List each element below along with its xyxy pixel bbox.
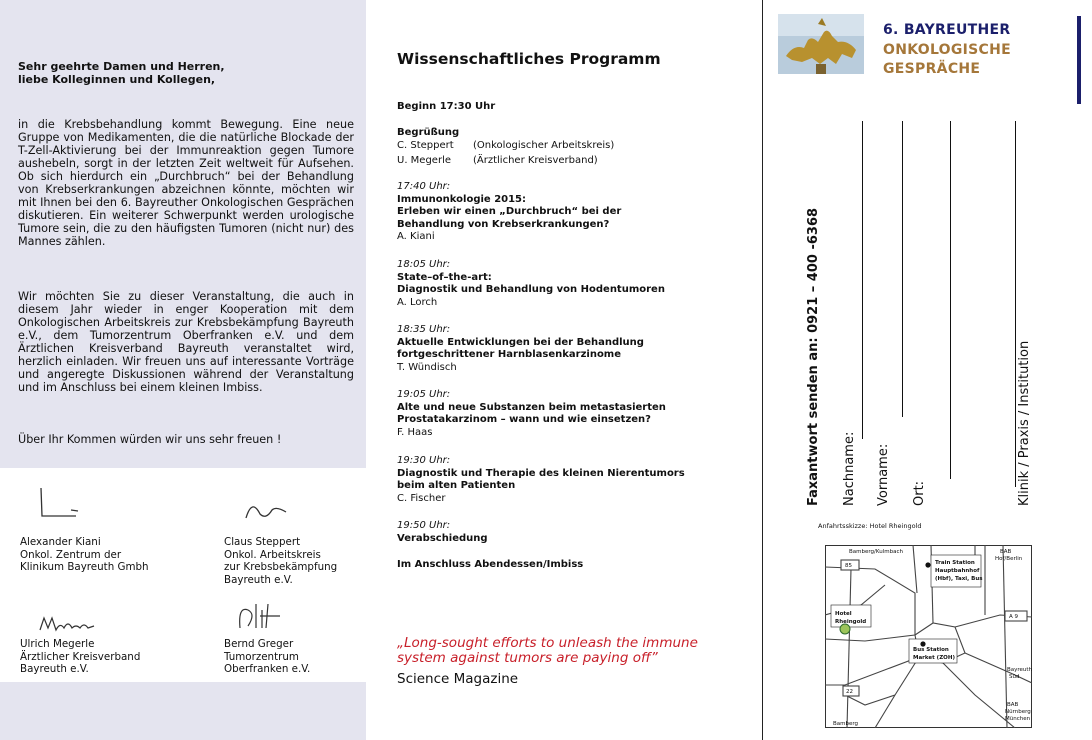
event-title-line-1: 6. BAYREUTHER: [883, 22, 1011, 38]
map-label-bus-station: Bus Station: [913, 647, 949, 653]
quote-source: Science Magazine: [397, 671, 519, 687]
signer-affiliation: Onkol. Zentrum der: [20, 548, 122, 561]
signer-affiliation: Ärztlicher Kreisverband: [20, 650, 141, 663]
program-topic: State–of–the-art:: [397, 271, 492, 283]
program-welcome: Begrüßung: [397, 127, 460, 138]
map-label-nuernberg: Nürnberg: [1005, 709, 1031, 715]
program-topic: Aktuelle Entwicklungen bei der Behandlung: [397, 336, 644, 348]
signature-megerle: [36, 612, 98, 636]
map-label-market: Market (ZOH): [913, 655, 955, 661]
event-title-line-3: GESPRÄCHE: [883, 61, 981, 77]
signature-kiani: [36, 486, 86, 526]
map-label-bab-south: BAB: [1007, 702, 1019, 708]
program-speaker: C. Fischer: [397, 492, 446, 504]
map-label-taxi-bus: (Hbf), Taxi, Bus: [935, 576, 983, 582]
place-field[interactable]: [950, 121, 951, 479]
signer-name: Alexander Kiani: [20, 536, 101, 548]
map-label-bamberg-kulmbach: Bamberg/Kulmbach: [849, 549, 903, 555]
place-label: Ort:: [912, 480, 927, 506]
signer-name: Claus Steppert: [224, 536, 301, 548]
signer-name: Bernd Greger: [224, 638, 294, 650]
map-label-hof-berlin: Hof/Berlin: [995, 556, 1023, 562]
program-topic: Verabschiedung: [397, 532, 488, 544]
welcome-speaker-2: [397, 155, 598, 168]
quadriga-logo-image: [778, 14, 864, 74]
program-time: 18:05 Uhr:: [397, 259, 451, 270]
signer-affiliation: Bayreuth e.V.: [224, 573, 293, 586]
program-item: [397, 520, 488, 545]
program-topic: Erleben wir einen „Durchbruch“ bei der: [397, 206, 622, 218]
program-item: [397, 455, 685, 505]
map-caption: Anfahrtsskizze: Hotel Rheingold: [818, 522, 922, 530]
signer-affiliation: Onkol. Arbeitskreis: [224, 548, 321, 561]
left-panel-footer-background: [0, 682, 366, 740]
signer-affiliation: Klinikum Bayreuth Gmbh: [20, 561, 149, 573]
quote-line: „Long-sought efforts to unleash the immune: [397, 635, 698, 651]
program-topic: Diagnostik und Behandlung von Hodentumoren: [397, 284, 665, 296]
map-road-85: 85: [845, 563, 852, 569]
map-label-bayreuth: Bayreuth: [1007, 667, 1032, 673]
map-road-a9: A 9: [1009, 614, 1019, 620]
program-closing: Im Anschluss Abendessen/Imbiss: [397, 559, 584, 570]
program-speaker: A. Kiani: [397, 231, 435, 243]
signature-block-megerle: [20, 638, 140, 676]
signature-block-steppert: [224, 536, 337, 586]
program-topic: Immunonkologie 2015:: [397, 193, 527, 205]
program-time: 19:30 Uhr:: [397, 455, 451, 466]
program-topic: Alte und neue Substanzen beim metastasierten: [397, 401, 666, 413]
accent-bar: [1077, 16, 1081, 104]
event-title-line-2: ONKOLOGISCHE: [883, 42, 1012, 58]
map-label-bab-north: BAB: [1000, 549, 1012, 555]
letter-paragraph-3: Über Ihr Kommen würden wir uns sehr freuen !: [18, 433, 282, 446]
program-speaker: F. Haas: [397, 426, 433, 438]
map-label-hotel: Hotel: [835, 611, 852, 617]
signature-block-greger: [224, 638, 310, 676]
last-name-label: Nachname:: [842, 431, 857, 506]
map-label-rheingold: Rheingold: [835, 619, 867, 625]
signer-affiliation: Tumorzentrum: [224, 650, 299, 663]
institution-label: Klinik / Praxis / Institution: [1017, 340, 1032, 506]
first-name-label: Vorname:: [876, 443, 891, 506]
greeting-line-2: liebe Kolleginnen und Kollegen,: [18, 73, 216, 86]
map-label-hbf: Hauptbahnhof: [935, 568, 980, 574]
program-item: [397, 389, 666, 439]
program-title: Wissenschaftliches Programm: [397, 50, 661, 68]
speaker-name: C. Steppert: [397, 140, 454, 151]
program-time: 19:05 Uhr:: [397, 389, 451, 400]
program-speaker: A. Lorch: [397, 296, 438, 308]
last-name-field[interactable]: [862, 121, 863, 439]
welcome-speaker-1: [397, 140, 614, 153]
signer-affiliation: zur Krebsbekämpfung: [224, 561, 338, 573]
first-name-field[interactable]: [902, 121, 903, 417]
map-label-muenchen: München: [1005, 716, 1031, 722]
signature-steppert: [242, 494, 292, 524]
signer-affiliation: Oberfranken e.V.: [224, 663, 311, 675]
fax-number-label[interactable]: Faxantwort senden an: 0921 – 400 -6368: [806, 207, 821, 506]
program-item: [397, 181, 621, 244]
letter-paragraph-1: in die Krebsbehandlung kommt Bewegung. Eine neue Gruppe von Medikamenten, die die natürliche Blockade der T-Zell-Aktivierung bei der Immunreaktion gegen Tumore aushebeln, sorgt in der letzten Zeit weltweit für Aufsehen. Ob sich hierdurch ein „Durchbruch“ bei der Behandlung von Krebserkrankungen abzeichnen könnte, möchten wir mit Ihnen bei den 6. Bayreuther Onkologischen Gesprächen diskutieren. Ein weiterer Schwerpunkt werden urologische Tumore sein, die zu den häufigsten Tumoren (nicht nur) des Mannes zählen.: [18, 118, 354, 248]
program-time: 18:35 Uhr:: [397, 324, 451, 335]
program-item: [397, 259, 665, 309]
quote-line: system against tumors are paying off”: [397, 650, 658, 666]
institution-field[interactable]: [1015, 121, 1016, 487]
program-topic: Diagnostik und Therapie des kleinen Nierentumors: [397, 467, 685, 479]
program-topic: Behandlung von Krebserkrankungen?: [397, 218, 610, 230]
program-start: Beginn 17:30 Uhr: [397, 101, 496, 112]
letter-greeting: [18, 60, 358, 86]
quote: [397, 636, 747, 666]
speaker-org: (Ärztlicher Kreisverband): [473, 155, 598, 166]
program-topic: Prostatakarzinom – wann und wie einsetzen?: [397, 414, 651, 426]
signature-greger: [234, 600, 290, 632]
map-road-22: 22: [846, 689, 853, 695]
program-topic: fortgeschrittener Harnblasenkarzinome: [397, 349, 622, 361]
signer-affiliation: Bayreuth e.V.: [20, 663, 89, 675]
map-label-sued: Süd: [1009, 674, 1020, 680]
program-time: 17:40 Uhr:: [397, 181, 451, 192]
program-item: [397, 324, 644, 374]
letter-paragraph-2: Wir möchten Sie zu dieser Veranstaltung, die auch in diesem Jahr wieder in enger Kooperation mit dem Onkologischen Arbeitskreis zur Krebsbekämpfung Bayreuth e.V., dem Tumorzentrum Oberfranken e.V. und dem Ärztlichen Kreisverband Bayreuth veranstaltet wird, herzlich einladen. Wir freuen uns auf interessante Vorträge und angeregte Diskussionen während der Veranstaltung und im Anschluss bei einem kleinen Imbiss.: [18, 290, 354, 394]
speaker-org: (Onkologischer Arbeitskreis): [473, 140, 615, 151]
directions-map: [825, 545, 1032, 728]
program-topic: beim alten Patienten: [397, 480, 516, 492]
signature-block-kiani: [20, 536, 149, 574]
fold-divider: [762, 0, 763, 740]
map-label-bamberg: Bamberg: [833, 721, 859, 727]
signer-name: Ulrich Megerle: [20, 638, 95, 650]
program-speaker: T. Wündisch: [397, 361, 457, 373]
program-time: 19:50 Uhr:: [397, 520, 451, 531]
map-label-train: Train Station: [935, 560, 975, 566]
speaker-name: U. Megerle: [397, 155, 451, 166]
greeting-line-1: Sehr geehrte Damen und Herren,: [18, 60, 225, 73]
